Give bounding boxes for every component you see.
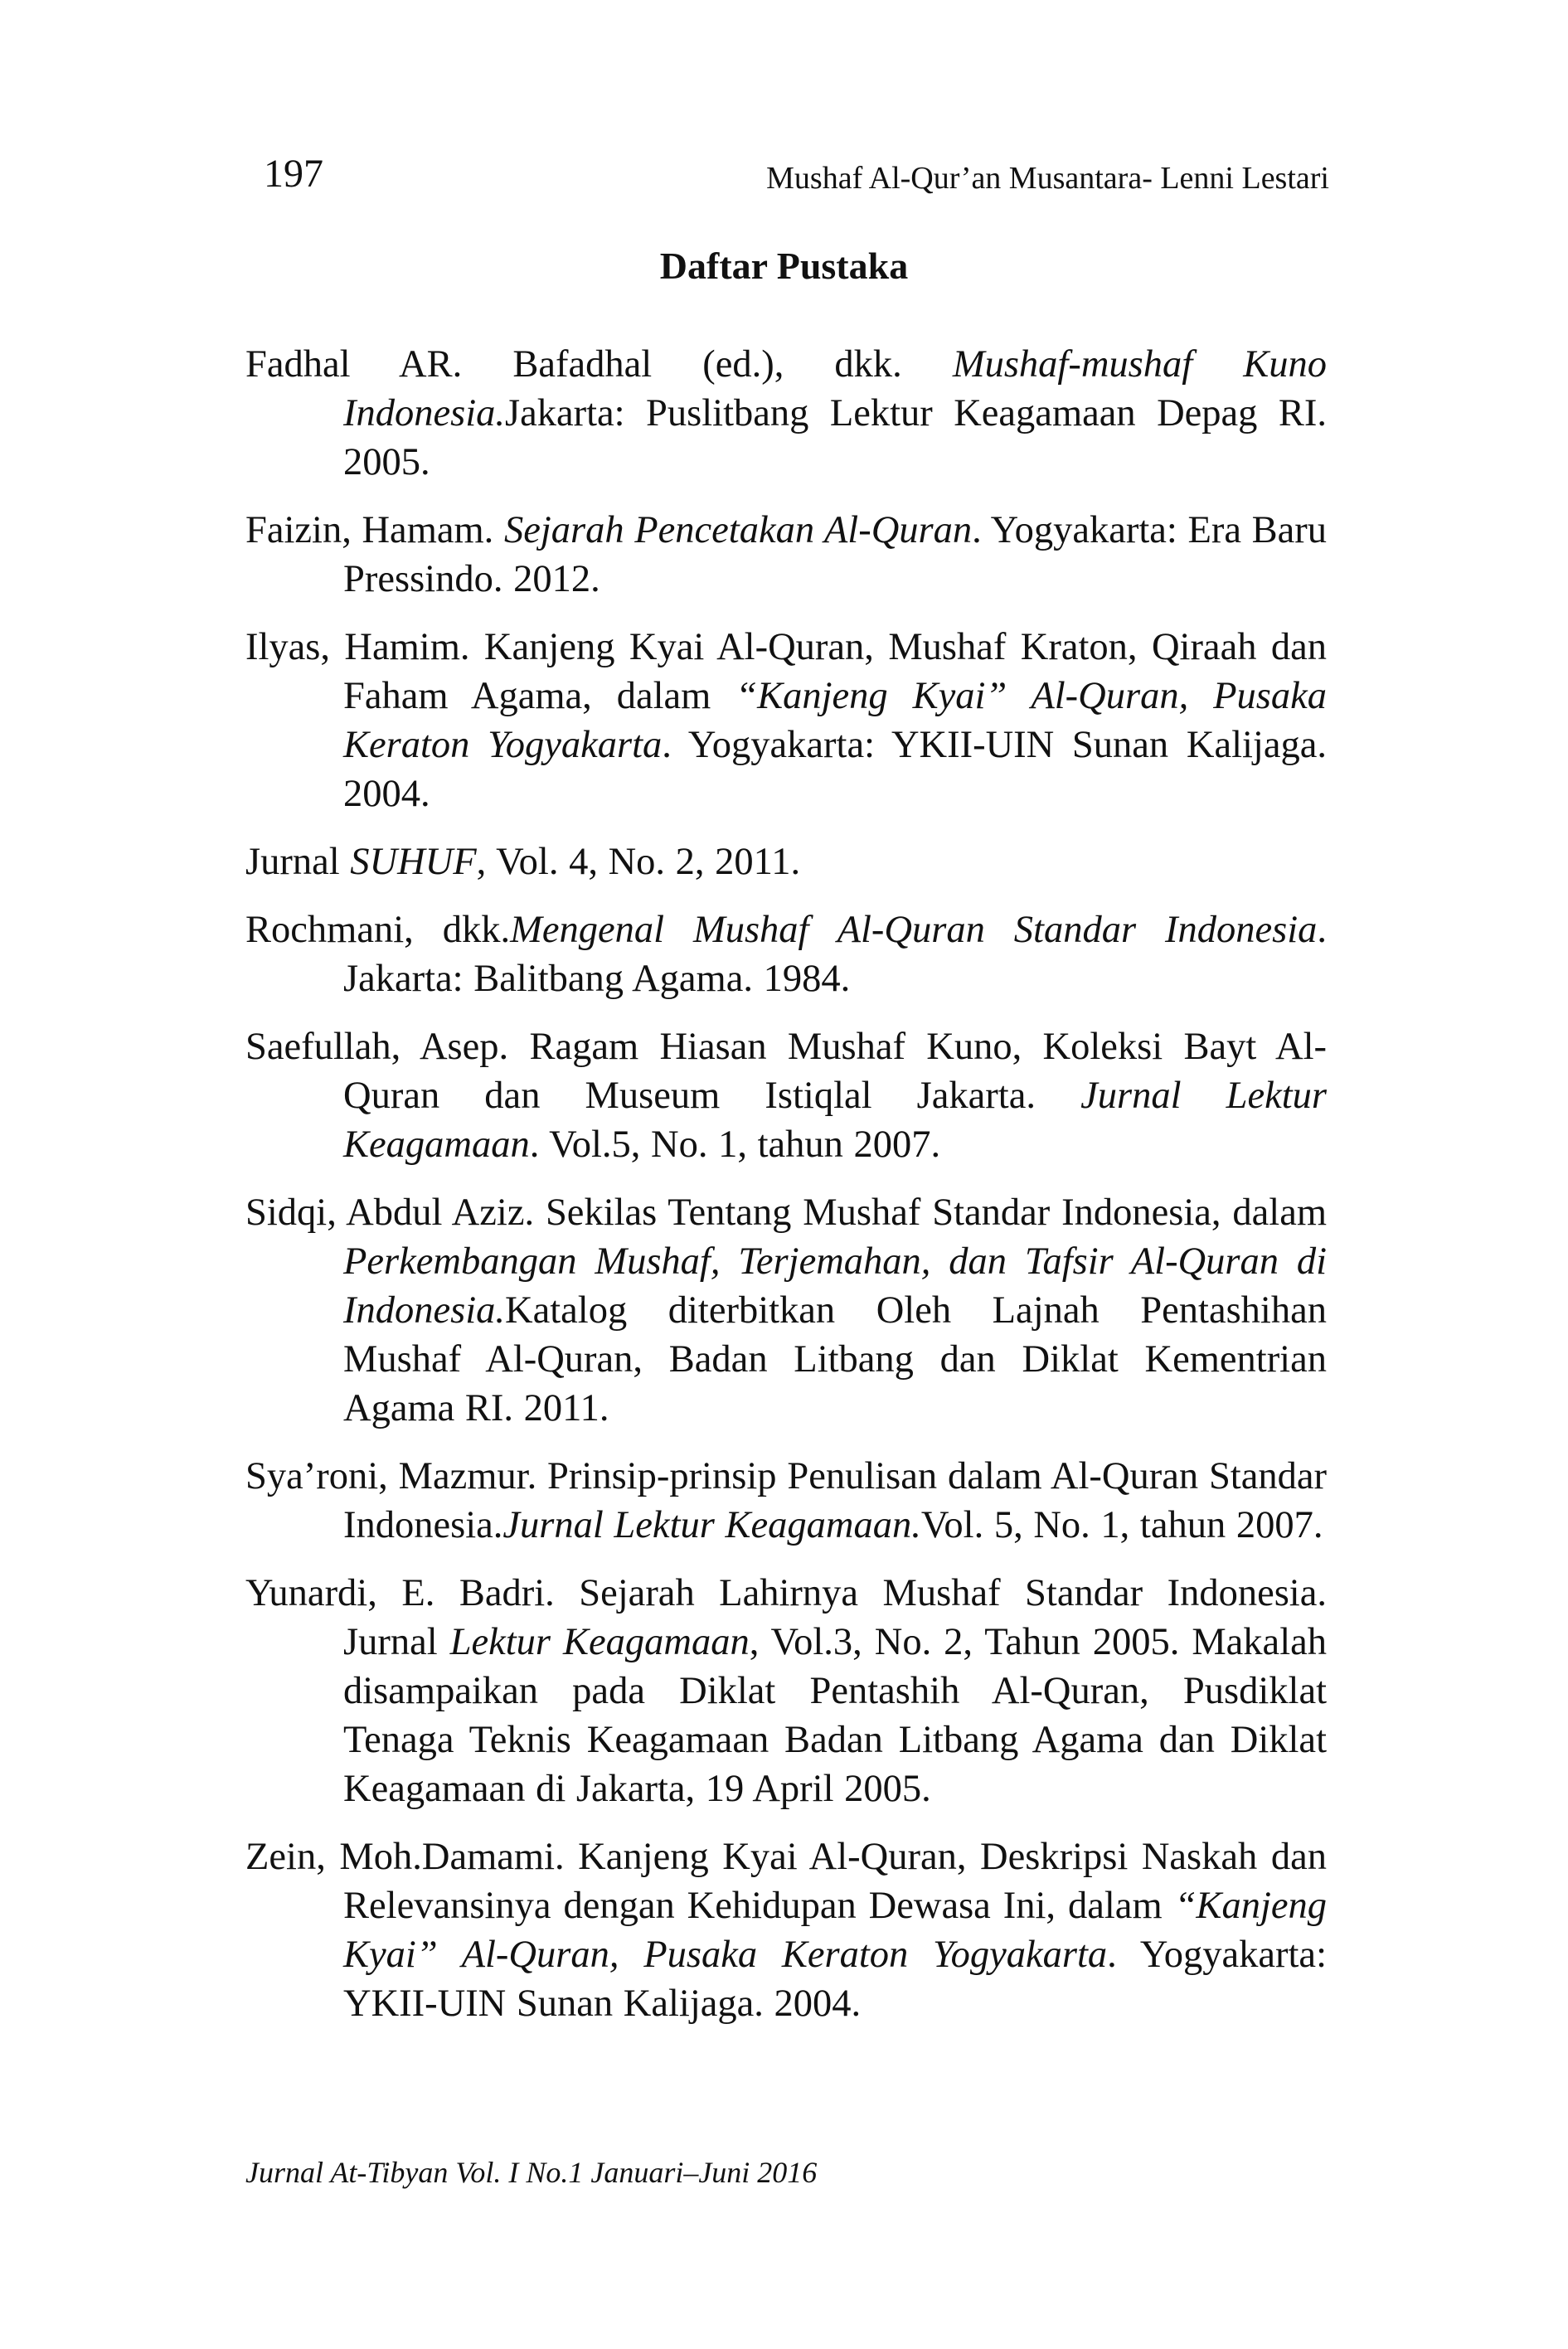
reference-item [245, 506, 1327, 604]
reference-item [245, 623, 1327, 818]
reference-text: Katalog diterbitkan Oleh Lajnah Pentashihan Mushaf Al-Quran, Badan Litbang dan Diklat Kementrian Agama RI. 2011. [343, 1289, 1327, 1429]
reference-item [245, 1832, 1327, 2028]
reference-title: Perkembangan Mushaf, Terjemahan, dan Tafsir Al-Quran di Indonesia. [343, 1240, 1327, 1332]
reference-text: Zein, Moh.Damami. Kanjeng Kyai Al-Quran, Deskripsi Naskah dan Relevansinya dengan Kehidupan Dewasa Ini, dalam [245, 1836, 1327, 1927]
reference-list [245, 340, 1327, 2028]
reference-text: . Yogyakarta: Era Baru Pressindo. 2012. [343, 509, 1327, 600]
reference-text: Yunardi, E. Badri. Sejarah Lahirnya Mushaf Standar Indonesia. Jurnal [245, 1572, 1327, 1663]
reference-title: Jurnal Lektur Keagamaan [343, 1075, 1327, 1166]
section-title: Daftar Pustaka [659, 245, 909, 287]
reference-text: Faizin, Hamam. [245, 509, 504, 551]
reference-text: Ilyas, Hamim. Kanjeng Kyai Al-Quran, Mushaf Kraton, Qiraah dan Faham Agama, dalam [245, 626, 1327, 717]
reference-item [245, 1022, 1327, 1169]
reference-text: Rochmani, dkk. [245, 909, 511, 951]
reference-title: Mengenal Mushaf Al-Quran Standar Indonesia [510, 909, 1318, 951]
reference-text: . Jakarta: Balitbang Agama. 1984. [343, 909, 1327, 1000]
reference-title: Sejarah Pencetakan Al-Quran [503, 509, 973, 551]
reference-text: , Vol.3, No. 2, Tahun 2005. Makalah disampaikan pada Diklat Pentashih Al-Quran, Pusdiklat Tenaga Teknis Keagamaan Badan Litbang Agama dan Diklat Keagamaan di Jakarta, 19 April 2005. [343, 1621, 1328, 1810]
reference-text: Saefullah, Asep. Ragam Hiasan Mushaf Kuno, Koleksi Bayt Al-Quran dan Museum Istiqlal Jakarta. [245, 1026, 1327, 1117]
reference-title: “Kanjeng Kyai” Al-Quran, Pusaka Keraton Yogyakarta [343, 1885, 1327, 1976]
reference-item [245, 1569, 1327, 1813]
reference-item [245, 1188, 1327, 1433]
reference-title: “Kanjeng Kyai” Al-Quran, Pusaka Keraton Yogyakarta [343, 675, 1328, 766]
reference-text: . Yogyakarta: YKII-UIN Sunan Kalijaga. 2004. [343, 724, 1327, 815]
journal-footer: Jurnal At-Tibyan Vol. I No.1 Januari–Juni 2016 [245, 2156, 818, 2189]
reference-text: Jakarta: Puslitbang Lektur Keagamaan Depag RI. 2005. [343, 392, 1327, 483]
running-title: Mushaf Al-Qur’an Musantara- Lenni Lestari [766, 161, 1329, 196]
reference-title: SUHUF [350, 841, 477, 883]
reference-text: Sidqi, Abdul Aziz. Sekilas Tentang Mushaf Standar Indonesia, dalam [245, 1191, 1327, 1234]
reference-item [245, 340, 1327, 487]
reference-text: Jurnal [245, 841, 351, 883]
page-number: 197 [264, 152, 323, 196]
reference-item [245, 837, 1327, 886]
reference-text: , Vol. 4, No. 2, 2011. [476, 841, 801, 883]
reference-text: . Vol.5, No. 1, tahun 2007. [529, 1124, 941, 1166]
reference-title: Jurnal Lektur Keagamaan. [502, 1504, 921, 1546]
reference-text: Sya’roni, Mazmur. Prinsip-prinsip Penulisan dalam Al-Quran Standar Indonesia. [245, 1455, 1327, 1546]
reference-item [245, 905, 1327, 1003]
reference-title: Lektur Keagamaan [449, 1621, 750, 1663]
reference-text: . Yogyakarta: YKII-UIN Sunan Kalijaga. 2004. [343, 1934, 1327, 2025]
reference-title: Mushaf-mushaf Kuno Indonesia. [343, 343, 1327, 434]
reference-text: Fadhal AR. Bafadhal (ed.), dkk. [245, 343, 953, 386]
reference-text: Vol. 5, No. 1, tahun 2007. [920, 1504, 1323, 1546]
reference-item [245, 1452, 1327, 1550]
